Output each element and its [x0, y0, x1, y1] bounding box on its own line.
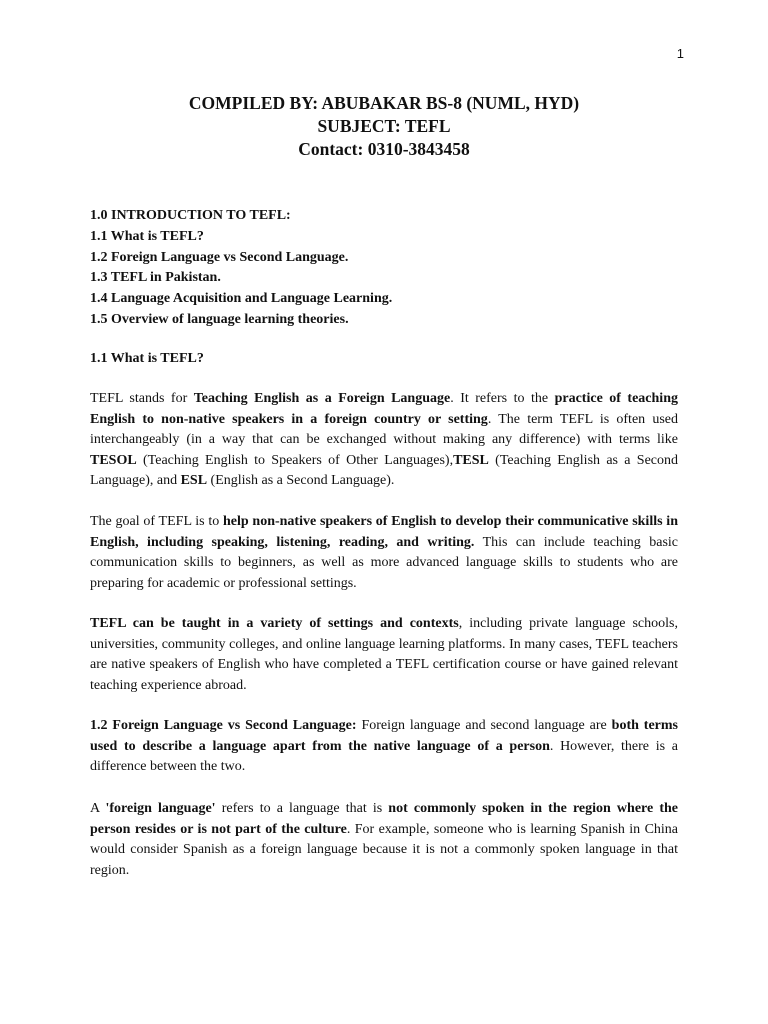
text-run: . However, there is a difference between the two.: [90, 738, 678, 775]
bold-run: practice of teaching English to non-native speakers in a foreign country or setting: [90, 391, 678, 427]
section-heading: 1.1 What is TEFL?: [90, 351, 204, 366]
page-number: 1: [676, 46, 684, 61]
paragraph-tefl-settings: [90, 614, 678, 696]
bold-run: help non-native speakers of English to develop their communicative skills in English, including speaking, listening, reading, and writing.: [90, 514, 678, 550]
text-run: . It refers to the: [450, 391, 555, 406]
text-run: Foreign language and second language are: [356, 718, 612, 733]
text-run: The goal of TEFL is to: [90, 514, 223, 529]
text-run: . For example, someone who is learning Spanish in China would consider Spanish as a foreign language because it is not a commonly spoken language in that region.: [90, 821, 679, 878]
text-run: , including private language schools, universities, community colleges, and online language learning platforms. In many cases, TEFL teachers are native speakers of English who have completed a TEFL certification course or have gained relevant teaching experience abroad.: [90, 616, 678, 693]
text-run: refers to a language that is: [215, 801, 389, 816]
text-run: (Teaching English to Speakers of Other Languages),: [136, 452, 454, 468]
bold-run: Teaching English as a Foreign Language: [193, 391, 451, 406]
toc-item: 1.4 Language Acquisition and Language Learning.: [90, 291, 393, 307]
bold-run: both terms used to describe a language apart from the native language of a person: [90, 718, 679, 754]
paragraph-tefl-definition: [90, 389, 678, 492]
table-of-contents: [90, 206, 680, 331]
compiled-by-line: COMPILED BY: ABUBAKAR BS-8 (NUML, HYD): [188, 93, 580, 113]
toc-item: 1.1 What is TEFL?: [90, 228, 204, 244]
toc-item: 1.3 TEFL in Pakistan.: [90, 270, 221, 286]
bold-run: not commonly spoken in the region where the person resides or is not part of the culture: [90, 801, 679, 837]
subject-line: SUBJECT: TEFL: [317, 116, 451, 136]
text-run: A: [90, 801, 106, 816]
bold-run: 'foreign language': [105, 801, 216, 816]
paragraph-foreign-vs-second: [90, 716, 678, 778]
paragraph-foreign-language: [90, 799, 678, 881]
document-header: [0, 92, 768, 161]
bold-run: TEFL can be taught in a variety of settings and contexts: [90, 616, 459, 631]
bold-run: TESOL: [90, 452, 137, 468]
bold-run: 1.2 Foreign Language vs Second Language:: [90, 718, 357, 733]
text-run: (English as a Second Language).: [207, 473, 395, 489]
toc-item: 1.0 INTRODUCTION TO TEFL:: [90, 208, 291, 223]
toc-item: 1.5 Overview of language learning theories.: [90, 311, 349, 327]
text-run: . The term TEFL is often used interchangeably (in a way that can be exchanged without making any difference) with terms like: [90, 411, 679, 448]
paragraph-tefl-goal: [90, 512, 678, 594]
toc-item: 1.2 Foreign Language vs Second Language.: [90, 249, 349, 265]
text-run: This can include teaching basic communication skills to beginners, as well as more advanced language skills to students who are preparing for academic or professional settings.: [90, 534, 678, 591]
contact-line: Contact: 0310-3843458: [298, 139, 470, 159]
bold-run: TESL: [453, 452, 489, 468]
bold-run: ESL: [180, 473, 208, 489]
text-run: TEFL stands for: [90, 391, 194, 406]
text-run: (Teaching English as a Second Language), and: [90, 452, 678, 489]
